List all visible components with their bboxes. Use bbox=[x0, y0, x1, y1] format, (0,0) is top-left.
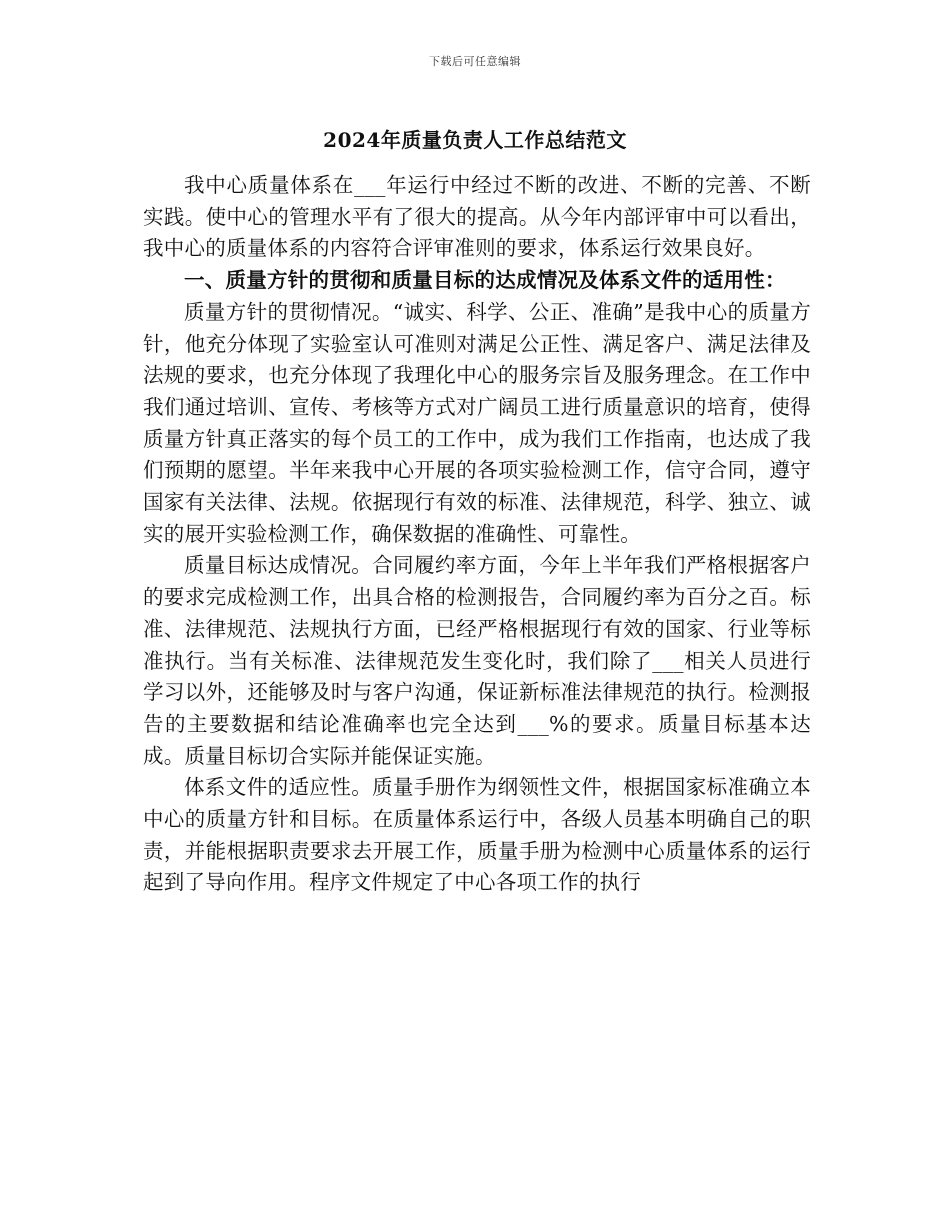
document-body bbox=[143, 170, 811, 899]
paragraph-documents: 体系文件的适应性。质量手册作为纲领性文件，根据国家标准确立本中心的质量方针和目标。在质量体系运行中，各级人员基本明确自己的职责，并能根据职责要求去开展工作，质量手册为检测中心质量体系的运行起到了导向作用。程序文件规定了中心各项工作的执行 bbox=[143, 775, 811, 895]
paragraph-intro: 我中心质量体系在___年运行中经过不断的改进、不断的完善、不断实践。使中心的管理水平有了很大的提高。从今年内部评审中可以看出，我中心的质量体系的内容符合评审准则的要求，体系运行效果良好。 bbox=[143, 173, 811, 261]
document-title: 2024年质量负责人工作总结范文 bbox=[323, 128, 627, 152]
paragraph-policy: 质量方针的贯彻情况。“诚实、科学、公正、准确”是我中心的质量方针，他充分体现了实验室认可准则对满足公正性、满足客户、满足法律及法规的要求，也充分体现了我理化中心的服务宗旨及服务理念。在工作中我们通过培训、宣传、考核等方式对广阔员工进行质量意识的培育，使得质量方针真正落实的每个员工的工作中，成为我们工作指南，也达成了我们预期的愿望。半年来我中心开展的各项实验检测工作，信守合同，遵守国家有关法律、法规。依据现行有效的标准、法律规范，科学、独立、诚实的展开实验检测工作，确保数据的准确性、可靠性。 bbox=[143, 299, 811, 546]
section-heading-1: 一、质量方针的贯彻和质量目标的达成情况及体系文件的适用性： bbox=[184, 268, 786, 293]
paragraph-objectives: 质量目标达成情况。合同履约率方面，今年上半年我们严格根据客户的要求完成检测工作，出具合格的检测报告，合同履约率为百分之百。标准、法律规范、法规执行方面，已经严格根据现行有效的国家、行业等标准执行。当有关标准、法律规范发生变化时，我们除了___相关人员进行学习以外，还能够及时与客户沟通，保证新标准法律规范的执行。检测报告的主要数据和结论准确率也完全达到___%的要求。质量目标基本达成。质量目标切合实际并能保证实施。 bbox=[143, 553, 811, 768]
header-note: 下载后可任意编辑 bbox=[429, 55, 521, 68]
